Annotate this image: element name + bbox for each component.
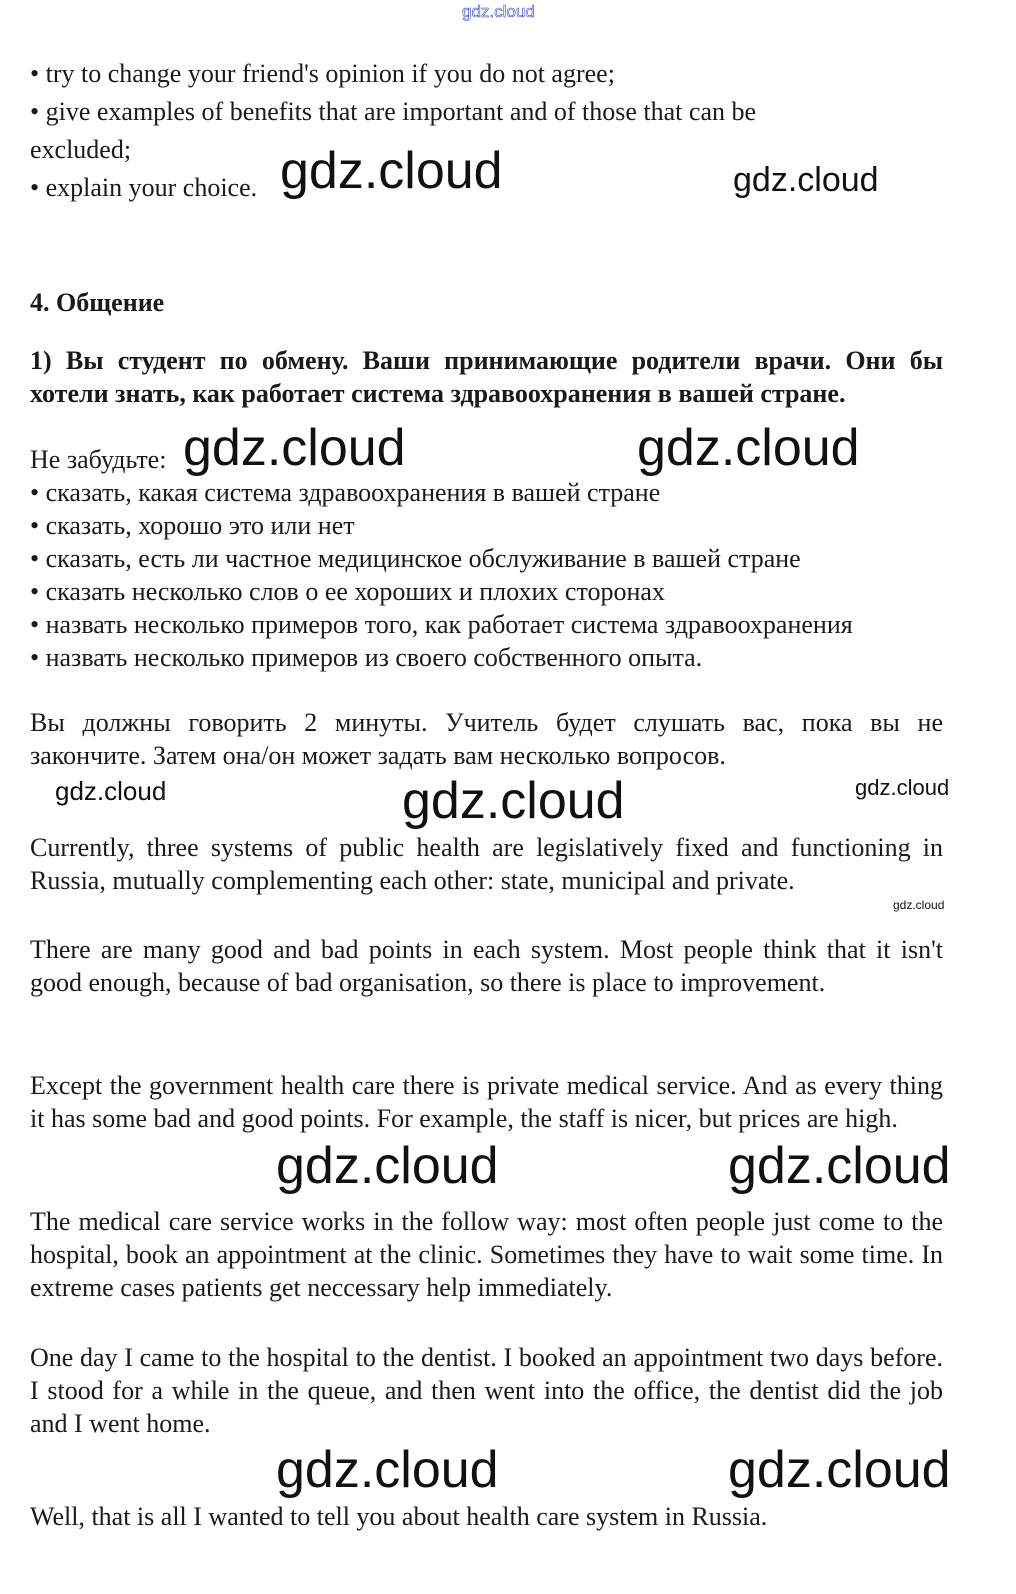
watermark: gdz.cloud (728, 1441, 951, 1499)
watermark: gdz.cloud (893, 898, 945, 912)
watermark: gdz.cloud (276, 1441, 499, 1499)
bullet-item: • explain your choice. (30, 173, 258, 202)
answer-paragraph: The medical care service works in the follow way: most often people just come to the hospital, book an appointment at the clinic. Sometimes they have to wait some time. In extreme cases patients get neccessary help immediately. (30, 1207, 943, 1302)
bullet-item: • сказать несколько слов о ее хороших и плохих сторонах (30, 577, 665, 606)
bullet-item: • сказать, хорошо это или нет (30, 511, 355, 540)
watermark: gdz.cloud (728, 1137, 951, 1195)
bullet-item: • give examples of benefits that are important and of those that can be excluded; (30, 97, 757, 164)
watermark: gdz.cloud (733, 161, 879, 199)
answer-paragraph: Well, that is all I wanted to tell you about health care system in Russia. (30, 1502, 768, 1531)
instructions: Вы должны говорить 2 минуты. Учитель будет слушать вас, пока вы не закончите. Затем она/он может задать вам несколько вопросов. (30, 708, 943, 770)
bullet-item: • сказать, какая система здравоохранения в вашей стране (30, 478, 661, 507)
task-statement: 1) Вы студент по обмену. Ваши принимающие родители врачи. Они бы хотели знать, как работает система здравоохранения в вашей стране. (30, 346, 943, 408)
watermark: gdz.cloud (855, 775, 950, 800)
watermark: gdz.cloud (402, 772, 625, 830)
answer-paragraph: Except the government health care there is private medical service. And as every thing it has some bad and good points. For example, the staff is nicer, but prices are high. (30, 1071, 943, 1133)
answer-paragraph: There are many good and bad points in each system. Most people think that it isn't good enough, because of bad organisation, so there is place to improvement. (30, 935, 943, 997)
watermark: gdz.cloud (55, 776, 167, 806)
reminder-label: Не забудьте: (30, 445, 167, 474)
answer-paragraph: Currently, three systems of public health are legislatively fixed and functioning in Russia, mutually complementing each other: state, municipal and private. (30, 833, 943, 895)
answer-paragraph: One day I came to the hospital to the dentist. I booked an appointment two days before. I stood for a while in the queue, and then went into the office, the dentist did the job and I went home. (30, 1343, 943, 1438)
watermark: gdz.cloud (280, 142, 503, 200)
bullet-item: • назвать несколько примеров того, как работает система здравоохранения (30, 610, 853, 639)
task-checklist (30, 443, 943, 674)
watermark: gdz.cloud (276, 1137, 499, 1195)
watermark: gdz.cloud (637, 419, 860, 477)
watermark-top: gdz.cloud (462, 2, 535, 21)
section-heading: 4. Общение (30, 288, 165, 317)
bullet-item: • try to change your friend's opinion if you do not agree; (30, 59, 615, 88)
bullet-item: • назвать несколько примеров из своего собственного опыта. (30, 643, 703, 672)
watermark: gdz.cloud (183, 419, 406, 477)
bullet-item: • сказать, есть ли частное медицинское обслуживание в вашей стране (30, 544, 801, 573)
